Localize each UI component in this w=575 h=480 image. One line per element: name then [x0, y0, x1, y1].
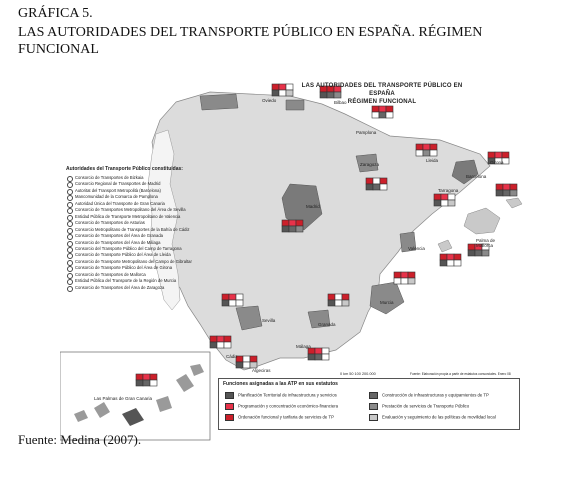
authority-item: Entidad Pública de Transporte Metropolitano de Valencia [66, 214, 192, 220]
city-label-barcelona: Barcelona [466, 174, 487, 179]
authority-item: Consorcio de Transportes del Área de Granada [66, 233, 192, 239]
legend-swatch [369, 392, 378, 399]
legend-label: Planificación Territorial de infraestructura y servicios [238, 392, 337, 398]
city-label-palma: Palma de Mallorca [476, 238, 496, 248]
authority-item: Entidad Pública del Transporte de la Región de Murcia [66, 278, 192, 284]
legend-item [225, 392, 337, 399]
map-title-line2: RÉGIMEN FUNCIONAL [347, 99, 417, 105]
legend-item [369, 392, 489, 399]
legend-label: Programación y concentración económico-financiera [238, 403, 339, 409]
authorities-heading: Autoridades del Transporte Público constituidas: [66, 166, 183, 172]
authority-item: Consorcio de Transportes de Bizkaia [66, 175, 192, 181]
legend-label: Prestación de servicios de Transporte Público [382, 403, 470, 409]
authority-item: Consorcio de Transportes Metropolitano del Área de Sevilla [66, 207, 192, 213]
area-murcia [370, 282, 404, 314]
figure-source: Fuente: Medina (2007). [18, 432, 142, 447]
city-label-bilbao: Bilbao [334, 100, 347, 105]
city-label-algeciras: Algeciras [252, 368, 271, 373]
legend-swatch [225, 403, 234, 410]
city-label-pamplona: Pamplona [356, 130, 377, 135]
city-label-granada: Granada [318, 322, 336, 327]
authority-item: Consorcio de Transporte Público del Área de Lleida [66, 252, 192, 258]
city-label-valencia: Valencia [408, 246, 425, 251]
menorca-shape [506, 198, 522, 208]
authority-item: Autoritat del Transport Metropolità (Barcelona) [66, 188, 192, 194]
functions-legend [218, 378, 520, 430]
legend-swatch [369, 414, 378, 421]
city-label-tarragona: Tarragona [438, 188, 459, 193]
legend-item [225, 414, 334, 421]
ibiza-shape [438, 240, 452, 252]
authority-item: Consorcio de Transporte Público del Área de Girona [66, 265, 192, 271]
authority-item: Consorcio de Transportes del Área de Málaga [66, 240, 192, 246]
legend-swatch [225, 414, 234, 421]
legend-label: Evaluación y seguimiento de las políticas de movilidad local [382, 414, 496, 420]
map-credit: Fuente: Elaboración propia a partir de estatutos consorciales. Enero 08 [410, 372, 511, 376]
authority-item: Mancomunidad de la Comarca de Pamplona [66, 194, 192, 200]
legend-item [225, 403, 338, 410]
authority-item: Consorcio de Transportes de Asturias [66, 220, 192, 226]
authorities-list [66, 175, 192, 291]
peninsula-shape [152, 92, 490, 370]
legend-item [369, 414, 496, 421]
authority-item: Autoridad Única del Transporte de Gran Canaria [66, 201, 192, 207]
city-label-las-palmas: Las Palmas de Gran Canaria [94, 396, 153, 401]
map-title [292, 82, 472, 106]
city-label-cadiz: Cádiz [226, 354, 238, 359]
city-label-malaga: Málaga [296, 344, 311, 349]
city-label-zaragoza: Zaragoza [360, 162, 380, 167]
map-scale: 0 km 50 100 200.000 [340, 372, 376, 376]
functions-legend-heading: Funciones asignadas a las ATP en sus estatutos [223, 381, 338, 387]
authority-item: Consorcio de Transportes de Mallorca [66, 272, 192, 278]
authority-item: Consorcio Regional de Transportes de Madrid [66, 181, 192, 187]
figure-number: GRÁFICA 5. [18, 6, 93, 21]
city-label-madrid: Madrid [306, 204, 320, 209]
figure-title: LAS AUTORIDADES DEL TRANSPORTE PÚBLICO EN ESPAÑA. RÉGIMEN FUNCIONAL [18, 25, 483, 57]
mallorca-shape [464, 208, 500, 234]
legend-swatch [369, 403, 378, 410]
legend-label: Construcción de infraestructuras y equipamientos de TP [382, 392, 489, 398]
legend-label: Ordenación funcional y tarifaria de servicios de TP [238, 414, 334, 420]
legend-item [369, 403, 469, 410]
authority-item: Consorcio del Transporte Público del Camp de Tarragona [66, 246, 192, 252]
city-label-sevilla: Sevilla [262, 318, 276, 323]
authority-item: Consorcio Metropolitano de Transportes de la Bahía de Cádiz [66, 227, 192, 233]
authority-item: Consorcio de Transportes del Área de Zaragoza [66, 285, 192, 291]
city-label-girona: Girona [490, 160, 504, 165]
legend-swatch [225, 392, 234, 399]
area-asturias [200, 94, 238, 110]
city-label-lleida: Lleida [426, 158, 439, 163]
city-label-murcia: Murcia [380, 300, 394, 305]
authority-item: Consorcio de Transporte Metropolitano del Campo de Gibraltar [66, 259, 192, 265]
map-title-line1: LAS AUTORIDADES DEL TRANSPORTE PÚBLICO EN ESPAÑA [301, 83, 463, 97]
city-label-oviedo: Oviedo [262, 98, 277, 103]
